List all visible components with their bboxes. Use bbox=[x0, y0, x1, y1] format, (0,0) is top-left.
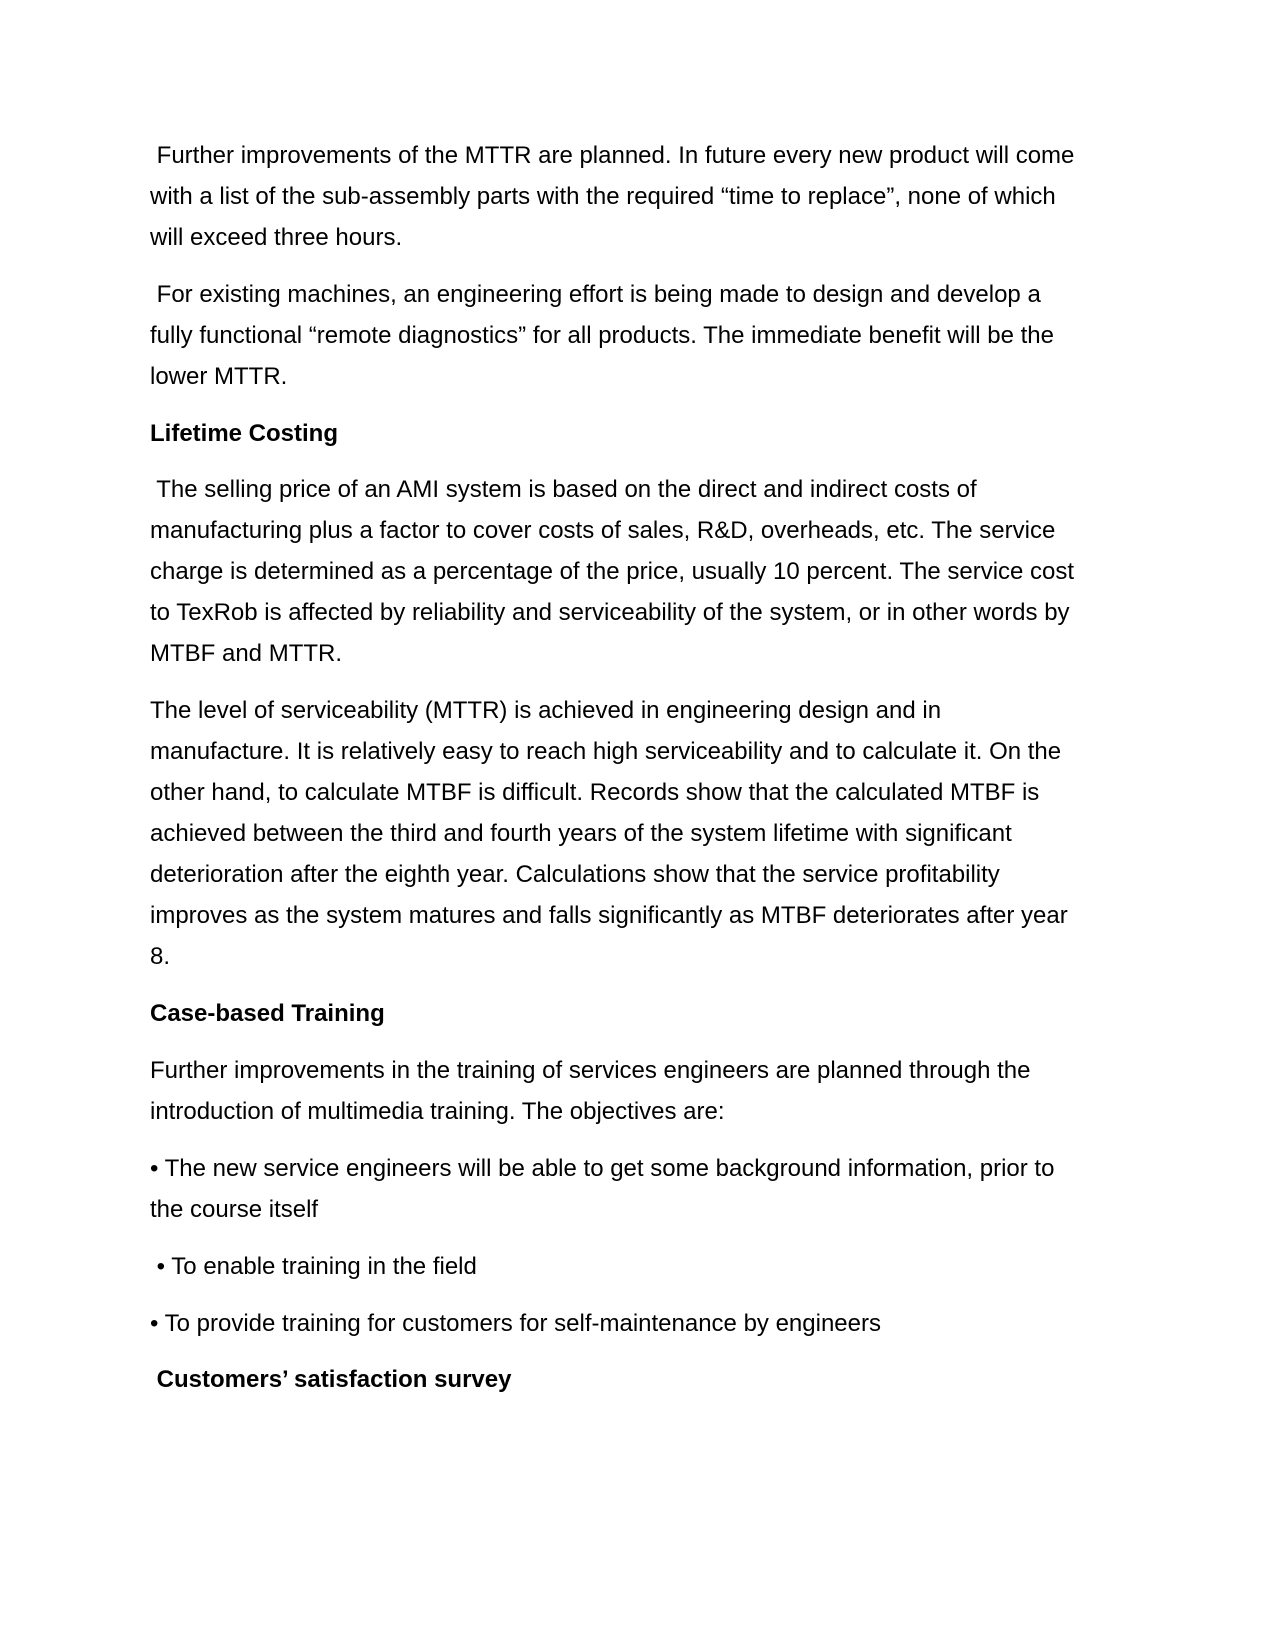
bullet-background-line-1: • The new service engineers will be able to get some background information, prior to bbox=[150, 1155, 1055, 1182]
para-serviceability-line-1: The level of serviceability (MTTR) is achieved in engineering design and in bbox=[150, 697, 942, 724]
para-mttr-planned-line-2: with a list of the sub-assembly parts with the required “time to replace”, none of which bbox=[150, 183, 1056, 210]
bullet-field: • To enable training in the field bbox=[150, 1253, 477, 1280]
para-training-line-2: introduction of multimedia training. The objectives are: bbox=[150, 1098, 725, 1125]
para-selling-price-line-1: The selling price of an AMI system is based on the direct and indirect costs of bbox=[150, 476, 977, 503]
para-remote-diagnostics-line-2: fully functional “remote diagnostics” for all products. The immediate benefit will be the bbox=[150, 322, 1054, 349]
para-serviceability-line-3: other hand, to calculate MTBF is difficult. Records show that the calculated MTBF is bbox=[150, 779, 1040, 806]
para-training-line-1: Further improvements in the training of services engineers are planned through the bbox=[150, 1057, 1031, 1084]
bullet-customers: • To provide training for customers for self-maintenance by engineers bbox=[150, 1310, 881, 1337]
para-serviceability-line-4: achieved between the third and fourth years of the system lifetime with significant bbox=[150, 820, 1012, 847]
para-selling-price-line-4: to TexRob is affected by reliability and serviceability of the system, or in other words by bbox=[150, 599, 1070, 626]
para-remote-diagnostics-line-3: lower MTTR. bbox=[150, 363, 288, 390]
para-serviceability-line-2: manufacture. It is relatively easy to reach high serviceability and to calculate it. On the bbox=[150, 738, 1062, 765]
para-mttr-planned-line-3: will exceed three hours. bbox=[150, 224, 403, 251]
para-remote-diagnostics-line-1: For existing machines, an engineering effort is being made to design and develop a bbox=[150, 281, 1041, 308]
heading-case-based-training: Case-based Training bbox=[150, 1000, 385, 1027]
bullet-background-line-2: the course itself bbox=[150, 1196, 319, 1223]
para-serviceability-line-6: improves as the system matures and falls significantly as MTBF deteriorates after year bbox=[150, 902, 1068, 929]
para-serviceability-line-5: deterioration after the eighth year. Calculations show that the service profitability bbox=[150, 861, 1000, 888]
para-selling-price-line-3: charge is determined as a percentage of the price, usually 10 percent. The service cost bbox=[150, 558, 1075, 585]
para-serviceability-line-7: 8. bbox=[150, 943, 171, 970]
para-mttr-planned-line-1: Further improvements of the MTTR are planned. In future every new product will come bbox=[150, 142, 1075, 169]
heading-customer-survey: Customers’ satisfaction survey bbox=[150, 1366, 512, 1393]
para-selling-price-line-2: manufacturing plus a factor to cover costs of sales, R&D, overheads, etc. The service bbox=[150, 517, 1056, 544]
heading-lifetime-costing: Lifetime Costing bbox=[150, 420, 339, 447]
para-selling-price-line-5: MTBF and MTTR. bbox=[150, 640, 343, 667]
